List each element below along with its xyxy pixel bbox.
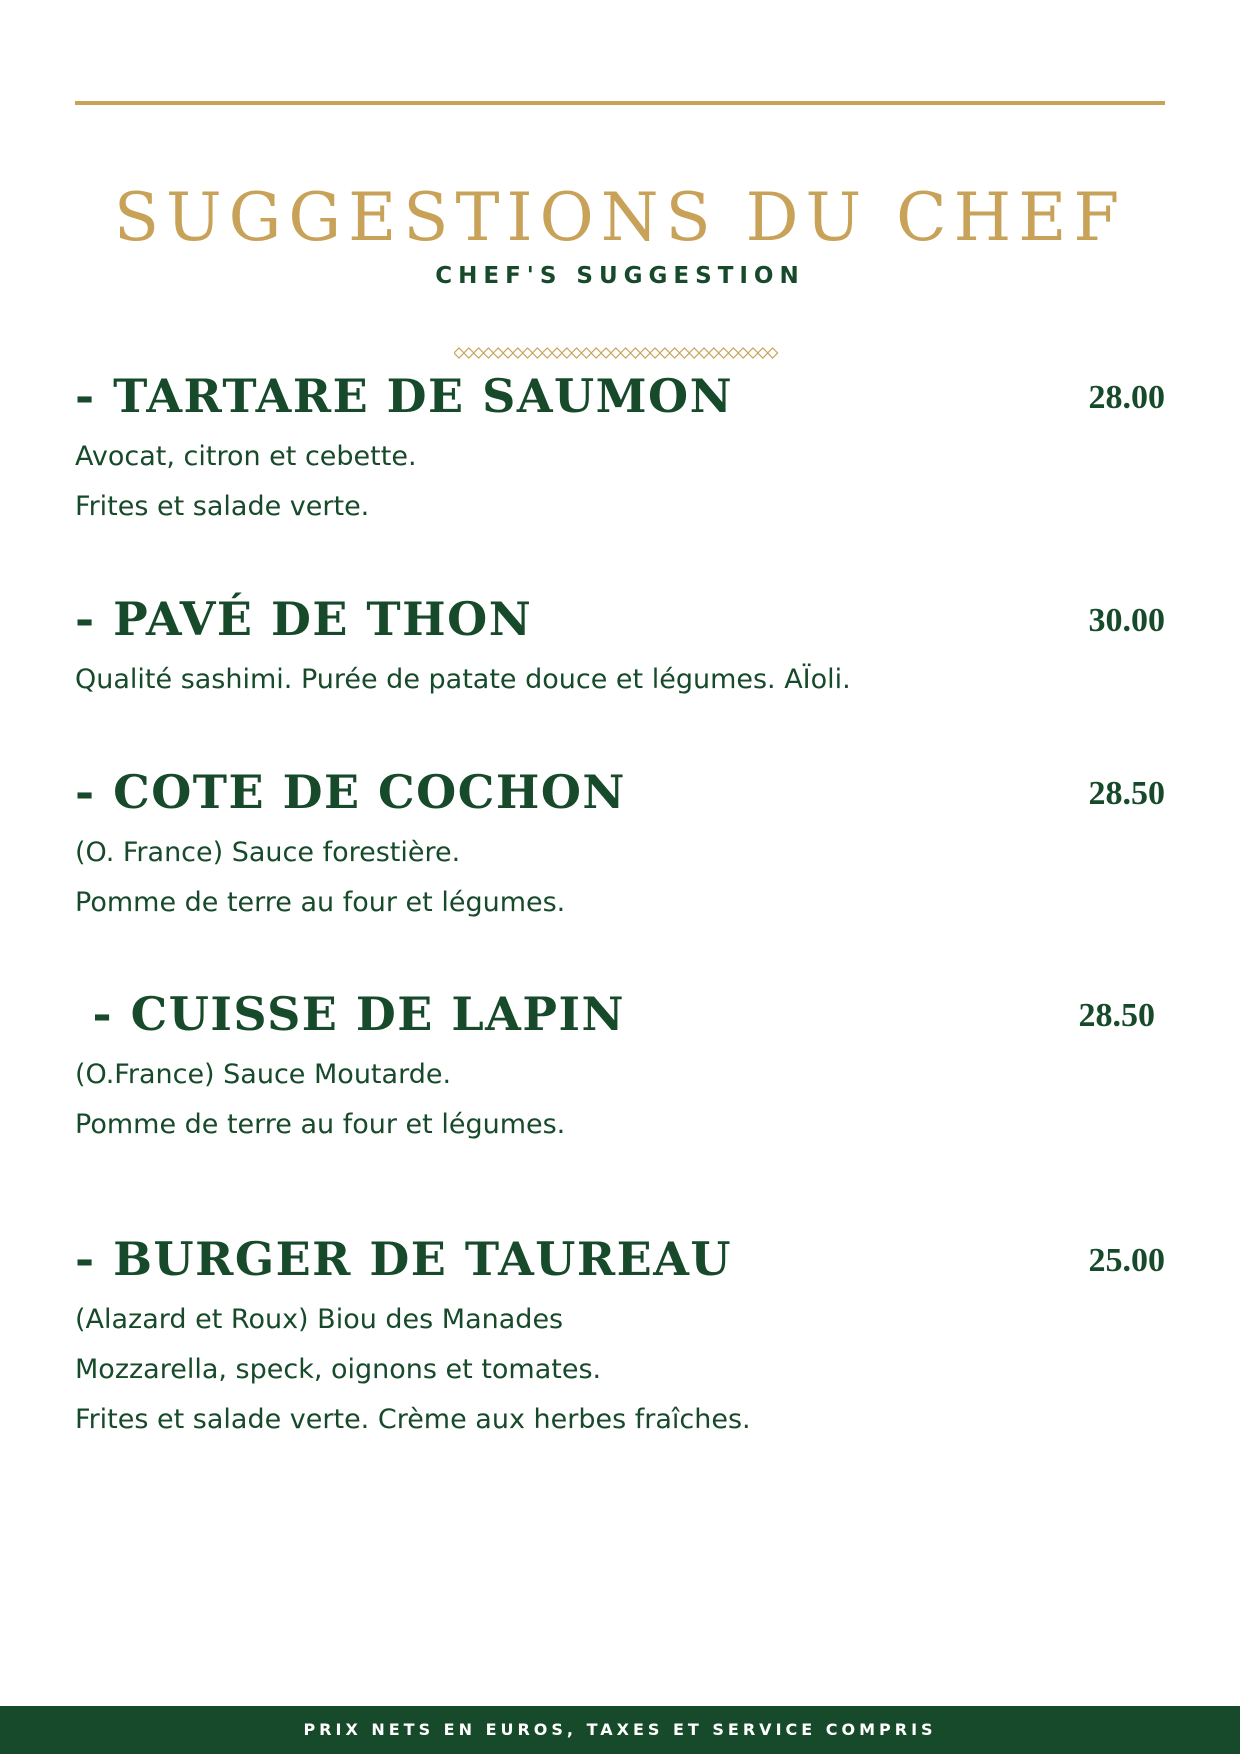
dish-item-pave-thon bbox=[75, 591, 1165, 711]
page-subtitle: CHEF'S SUGGESTION bbox=[435, 263, 805, 289]
description-line: (Alazard et Roux) Biou des Manades bbox=[75, 1304, 564, 1335]
dish-price: 28.50 bbox=[1088, 775, 1165, 812]
description-line: Avocat, citron et cebette. bbox=[75, 441, 417, 472]
dish-name: - COTE DE COCHON bbox=[75, 765, 626, 819]
diamond-ornament bbox=[454, 346, 787, 360]
dish-name: - BURGER DE TAUREAU bbox=[75, 1232, 733, 1286]
dish-description bbox=[75, 828, 565, 928]
page-title: SUGGESTIONS DU CHEF bbox=[113, 179, 1127, 256]
dish-price: 25.00 bbox=[1088, 1242, 1165, 1279]
dish-description bbox=[75, 655, 851, 705]
dish-item-burger-taureau bbox=[75, 1231, 1165, 1441]
description-line: (O.France) Sauce Moutarde. bbox=[75, 1059, 452, 1090]
description-line: Frites et salade verte. Crème aux herbes fraîches. bbox=[75, 1404, 751, 1435]
footer-banner: PRIX NETS EN EUROS, TAXES ET SERVICE COMPRIS bbox=[0, 1706, 1240, 1754]
top-divider bbox=[75, 101, 1165, 105]
description-line: Pomme de terre au four et légumes. bbox=[75, 1109, 566, 1140]
dish-description bbox=[75, 432, 417, 532]
dish-description bbox=[75, 1295, 751, 1445]
description-line: Frites et salade verte. bbox=[75, 491, 370, 522]
dish-name: - PAVÉ DE THON bbox=[75, 592, 533, 646]
description-line: Pomme de terre au four et légumes. bbox=[75, 887, 566, 918]
description-line: (O. France) Sauce forestière. bbox=[75, 837, 461, 868]
dish-item-tartare bbox=[75, 368, 1165, 528]
dish-price: 28.50 bbox=[1078, 997, 1155, 1034]
dish-description bbox=[75, 1050, 565, 1150]
description-line: Mozzarella, speck, oignons et tomates. bbox=[75, 1354, 602, 1385]
dish-name: - TARTARE DE SAUMON bbox=[75, 369, 734, 423]
description-line: Qualité sashimi. Purée de patate douce et légumes. AÏoli. bbox=[75, 664, 851, 695]
dish-price: 28.00 bbox=[1088, 379, 1165, 416]
dish-item-cote-cochon bbox=[75, 764, 1165, 924]
dish-price: 30.00 bbox=[1088, 602, 1165, 639]
dish-item-cuisse-lapin bbox=[75, 986, 1165, 1146]
dish-name: - CUISSE DE LAPIN bbox=[75, 987, 626, 1041]
